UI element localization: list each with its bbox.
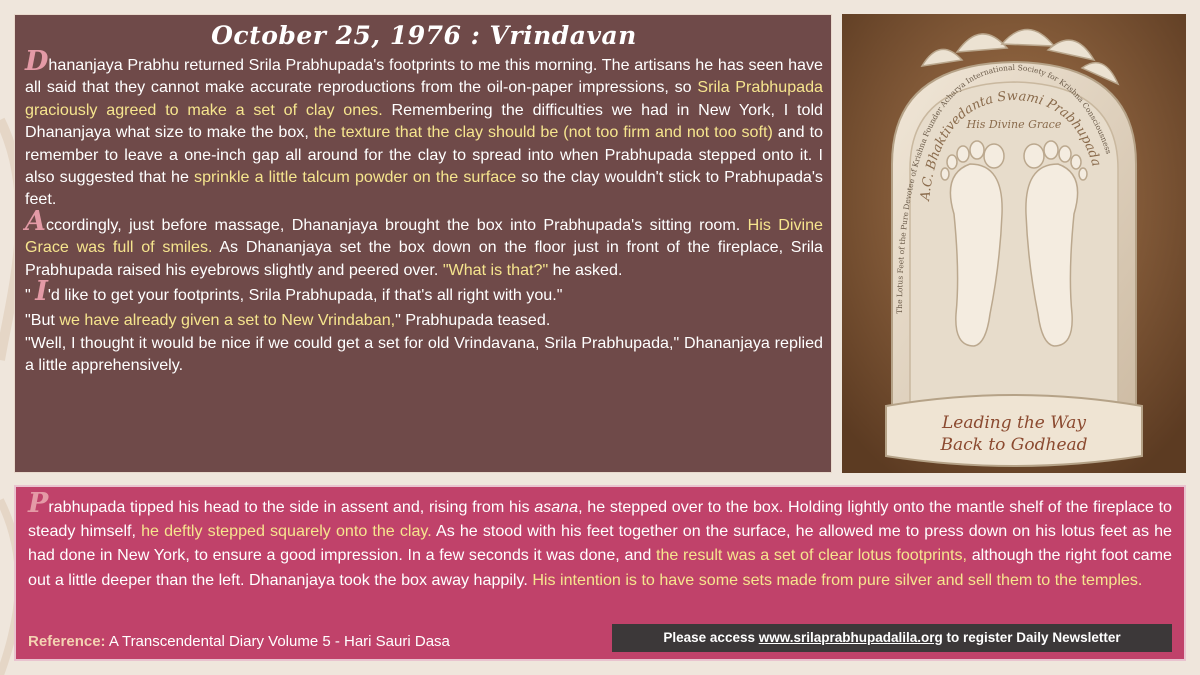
text: ccordingly, just before massage, Dhananjaya brought the box into Prabhupada's sitting room. (45, 215, 748, 234)
diary-paragraph-5 (25, 332, 823, 377)
scroll-text-line-1: Leading the Way (941, 413, 1087, 433)
reference-line (28, 633, 450, 650)
text: so the clay wouldn't stick to Prabhupada's feet. (25, 168, 823, 209)
text: , he stepped over to the box. Holding lightly onto the mantle shelf of the fireplace to steady himself, (28, 498, 1172, 541)
text: As he stood with his feet together on the surface, he allowed me to press down on his lotus feet as he had done in New York, to ensure a good impression. In a few seconds it was done, and (28, 522, 1173, 565)
diary-paragraph-1 (25, 46, 824, 211)
reference-text: A Transcendental Diary Volume 5 - Hari Sauri Dasa (105, 633, 450, 650)
diary-text-panel (14, 14, 832, 473)
newsletter-suffix: to register Daily Newsletter (942, 630, 1121, 645)
drop-cap: I (35, 276, 48, 308)
text: Remembering the difficulties we had in New York, I told Dhananjaya what size to make the box, (25, 100, 823, 142)
diary-paragraph-3 (25, 276, 823, 308)
text: rabhupada tipped his head to the side in assent and, rising from his (48, 498, 535, 516)
diary-paragraph-2 (25, 205, 823, 281)
text: "But (25, 311, 60, 330)
plaque-top-text: His Divine Grace (966, 118, 1062, 131)
plaque-outer-text: The Lotus Feet of the Pure Devotee of Krishna Founder Acharya International Society for Krishna Consciousness (894, 62, 1114, 314)
text: he asked. (548, 260, 623, 279)
highlight-text: the texture that the clay should be (not too firm and not too soft) (313, 123, 773, 142)
scroll-text-line-2: Back to Godhead (940, 435, 1088, 455)
newsletter-banner (612, 624, 1172, 652)
highlight-text: the result was a set of clear lotus footprints, (655, 546, 968, 565)
highlight-text: His intention is to have some sets made from pure silver and sell them to the temples. (532, 570, 1143, 589)
drop-cap: P (28, 488, 49, 519)
text: and to remember to leave a one-inch gap all around for the clay to spread into when Prabhupada stepped onto it. I also suggested that he (25, 123, 824, 187)
lower-text-panel (14, 485, 1186, 661)
plaque-illustration (842, 14, 1186, 473)
text: " (25, 286, 36, 305)
text: As Dhananjaya set the box down on the floor just in front of the fireplace, Srila Prabhupada raised his eyebrows slightly and peered over. (25, 238, 823, 279)
text: "Well, I thought it would be nice if we could get a set for old Vrindavana, Srila Prabhupada," Dhananjaya replied a little apprehensively. (25, 333, 823, 375)
highlight-text: His Divine Grace was full of smiles. (25, 215, 823, 257)
text: hananjaya Prabhu returned Srila Prabhupada's footprints to me this morning. The artisans he has seen have all said that they cannot make accurate reproductions from the oil-on-paper impressions, so (25, 56, 823, 97)
drop-cap: D (25, 46, 49, 77)
plaque-name-text: A.C. Bhaktivedanta Swami Prabhupada (918, 88, 1104, 202)
text: although the right foot came out a little deeper than the left. Dhananjaya took the box away happily. (28, 546, 1172, 589)
highlight-text: Srila Prabhupada graciously agreed to make a set of clay ones. (25, 78, 824, 119)
highlight-text: "What is that?" (442, 260, 549, 279)
italic-text: asana (534, 498, 579, 516)
highlight-text: we have already given a set to New Vrindaban, (59, 311, 396, 330)
date-title: October 25, 1976 : Vrindavan (211, 21, 637, 50)
lower-paragraph (28, 488, 1173, 592)
text: " Prabhupada teased. (395, 311, 551, 330)
diary-paragraph-4 (25, 309, 823, 331)
reference-label: Reference: (28, 633, 106, 650)
drop-cap: A (25, 205, 46, 237)
text: 'd like to get your footprints, Srila Prabhupada, if that's all right with you." (47, 286, 563, 305)
footprint-plaque-photo (842, 14, 1186, 473)
highlight-text: he deftly stepped squarely onto the clay. (141, 522, 432, 541)
newsletter-link[interactable]: www.srilaprabhupadalila.org (758, 630, 943, 645)
highlight-text: sprinkle a little talcum powder on the surface (194, 168, 517, 187)
newsletter-prefix: Please access (663, 630, 759, 645)
